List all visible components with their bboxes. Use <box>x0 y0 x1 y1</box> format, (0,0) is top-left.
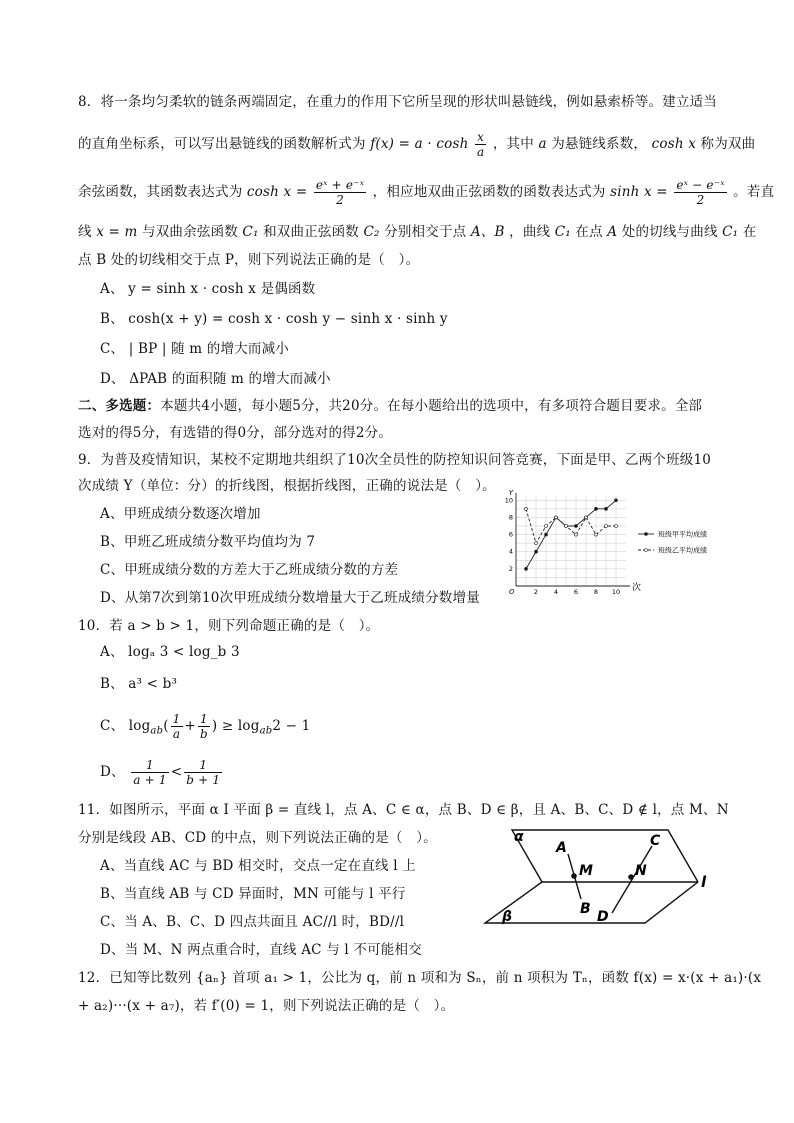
q8-math: C₁ <box>722 224 739 240</box>
alpha-plane <box>512 830 698 882</box>
q9-option-b[interactable]: B、甲班乙班成绩分数平均值均为 7 <box>100 534 316 550</box>
series-yi-point <box>595 533 598 536</box>
q10-optc-paren: ( <box>163 718 169 734</box>
series-yi-point <box>615 525 618 528</box>
section2-title: 二、多选题： <box>78 398 161 414</box>
q8-line-3 <box>78 178 775 207</box>
q11-option-d[interactable]: D、当 M、N 两点重合时，直线 AC 与 l 不可能相交 <box>100 942 422 958</box>
q8-math: sinh x = <box>610 184 668 200</box>
q11-option-b[interactable]: B、当直线 AB 与 CD 异面时，MN 可能与 l 平行 <box>100 886 406 902</box>
q8-text: 在点 <box>575 224 603 240</box>
section2-desc: 本题共4小题，每小题5分，共20分。在每小题给出的选项中，有多项符合题目要求。全部 <box>160 398 703 414</box>
label-a: A <box>556 840 567 856</box>
section2-line-2: 选对的得5分，有选错的得0分，部分选对的得2分。 <box>78 425 393 441</box>
q10-optc-sub2: ab <box>259 725 273 737</box>
frac-numerator: 1 <box>131 758 168 773</box>
q9-option-d[interactable]: D、从第7次到第10次甲班成绩分数增量大于乙班成绩分数增量 <box>100 590 480 606</box>
frac-denominator: b + 1 <box>186 773 221 787</box>
q8-math: a <box>538 136 547 152</box>
q12-line-1: 12．已知等比数列 {aₙ} 首项 a₁ > 1，公比为 q，前 n 项和为 Sₙ，前 n 项积为 Tₙ，函数 f(x) = x·(x + a₁)·(x <box>78 970 762 986</box>
y-tick-label: 10 <box>504 496 513 505</box>
section2-line-1 <box>78 396 728 416</box>
frac-denominator: a + 1 <box>133 773 167 787</box>
q8-math: C₂ <box>363 224 380 240</box>
series-jia-point <box>575 525 578 528</box>
frac-numerator: 1 <box>172 712 181 726</box>
q10-option-b[interactable]: B、 a³ < b³ <box>100 676 178 692</box>
label-n: N <box>635 863 647 879</box>
q8-math: x = m <box>96 224 138 240</box>
series-jia-point <box>535 550 538 553</box>
legend-marker-series-jia <box>645 533 648 536</box>
q8-text: 与双曲余弦函数 <box>142 224 238 240</box>
q8-text: 处的切线与曲线 <box>621 224 718 240</box>
q11-line-2: 分别是线段 AB、CD 的中点，则下列说法正确的是（ ）。 <box>78 830 437 846</box>
q8-catenary-formula: f(x) = a · cosh <box>370 136 469 152</box>
q10-fraction-1-over-b1 <box>184 758 222 787</box>
series-yi-point <box>555 516 558 519</box>
series-yi-point <box>585 516 588 519</box>
beta-plane <box>485 882 698 923</box>
q8-line-2 <box>78 130 756 159</box>
q12-line-2: + a₂)···(x + a₇)，若 f′(0) = 1，则下列说法正确的是（ ）。 <box>78 998 455 1014</box>
x-axis-label: 次 <box>632 583 642 593</box>
origin-label: O <box>509 588 515 596</box>
series-yi-point <box>565 525 568 528</box>
series-yi-point <box>545 525 548 528</box>
point-m <box>571 873 577 879</box>
q10-optc-log: C、 log <box>100 718 151 734</box>
q10-fraction-1-over-b <box>198 712 210 741</box>
q10-optd-label: D、 <box>100 764 125 780</box>
q8-text: 分别相交于点 <box>384 224 467 240</box>
y-tick-label: 2 <box>508 564 513 573</box>
q8-option-d[interactable]: D、 ΔPAB 的面积随 m 的增大而减小 <box>100 371 331 387</box>
frac-denominator: a <box>476 145 485 159</box>
x-tick-label: 10 <box>611 588 621 596</box>
q10-option-a[interactable]: A、 logₐ 3 < log_b 3 <box>100 644 240 660</box>
y-tick-label: 4 <box>508 547 513 556</box>
q8-text: ，相应地双曲正弦函数的函数表达式为 <box>372 184 606 200</box>
q8-math: A、B <box>470 224 505 240</box>
q8-text: 余弦函数，其函数表达式为 <box>78 184 243 200</box>
q8-text: 称为双曲 <box>700 136 756 152</box>
q10-option-c[interactable] <box>100 712 750 742</box>
series-yi-point <box>525 507 528 510</box>
q9-option-a[interactable]: A、甲班成绩分数逐次增加 <box>100 506 261 522</box>
y-tick-label: 8 <box>508 513 513 522</box>
q11-line-1: 11．如图所示，平面 α I 平面 β = 直线 l，点 A、C ∈ α，点 B、D ∈ β，且 A、B、C、D ∉ l，点 M、N <box>78 802 729 818</box>
label-l: l <box>701 873 707 891</box>
q8-text: 在 <box>742 224 757 240</box>
q9-line-2: 次成绩 Y（单位：分）的折线图，根据折线图，正确的说法是（ ）。 <box>78 478 496 494</box>
q8-math: A <box>607 224 618 240</box>
x-tick-label: 6 <box>573 588 579 596</box>
series-yi-point <box>575 533 578 536</box>
q8-option-c[interactable]: C、 | BP | 随 m 的增大而减小 <box>100 341 289 357</box>
q8-fraction-sinh <box>674 178 726 207</box>
q8-text: ，曲线 <box>509 224 551 240</box>
q8-line-5: 点 B 处的切线相交于点 P，则下列说法正确的是（ ）。 <box>78 252 420 268</box>
point-n <box>628 874 634 880</box>
series-jia-point <box>525 567 528 570</box>
series-jia-point <box>595 507 598 510</box>
label-d: D <box>597 909 609 925</box>
q10-optd-lt: < <box>170 764 183 780</box>
q8-option-a[interactable]: A、 y = sinh x · cosh x 是偶函数 <box>100 281 316 297</box>
y-tick-label: 6 <box>508 530 513 539</box>
q8-text: ，其中 <box>492 136 534 152</box>
frac-denominator: 2 <box>696 193 705 207</box>
q8-line-4 <box>78 222 757 242</box>
q8-option-b[interactable]: B、 cosh(x + y) = cosh x · cosh y − sinh x · sinh y <box>100 311 448 327</box>
q10-line-1: 10．若 a > b > 1，则下列命题正确的是（ ）。 <box>78 618 380 634</box>
label-alpha: α <box>514 829 524 845</box>
q10-optc-geq: ) ≥ log <box>211 718 260 734</box>
q10-optc-tail: 2 − 1 <box>272 718 311 734</box>
q8-line-1: 8．将一条均匀柔软的链条两端固定，在重力的作用下它所呈现的形状叫悬链线，例如悬索桥等。建立适当 <box>78 94 717 110</box>
q8-math: cosh x <box>651 136 697 152</box>
label-b: B <box>580 901 591 917</box>
frac-numerator: eˣ − e⁻ˣ <box>676 178 725 192</box>
series-yi-point <box>605 525 608 528</box>
x-tick-label: 4 <box>553 588 559 596</box>
y-axis-label: Y <box>508 490 513 497</box>
frac-denominator: a <box>172 727 181 741</box>
q8-text: 线 <box>78 224 92 240</box>
legend-marker-series-yi <box>645 549 648 552</box>
q11-planes-figure <box>480 825 720 935</box>
label-beta: β <box>502 909 513 925</box>
q9-option-c[interactable]: C、甲班成绩分数的方差大于乙班成绩分数的方差 <box>100 562 399 578</box>
frac-numerator: 1 <box>198 712 210 727</box>
q10-fraction-1-over-a1 <box>131 758 168 787</box>
series-jia-point <box>605 507 608 510</box>
label-c: C <box>650 833 661 849</box>
legend-label-series-yi: 班级乙平均成绩 <box>658 546 707 555</box>
q8-text: 。若直 <box>733 184 775 200</box>
q10-optc-sub: ab <box>150 725 164 737</box>
series-yi-point <box>535 542 538 545</box>
frac-numerator: x <box>475 130 486 145</box>
q9-line-chart <box>502 490 752 602</box>
q8-math: cosh x = <box>246 184 308 200</box>
q10-optc-plus: + <box>184 718 197 734</box>
q8-math: C₁ <box>242 224 259 240</box>
frac-denominator: 2 <box>336 193 344 207</box>
series-jia-point <box>545 533 548 536</box>
q10-option-d[interactable] <box>100 758 750 787</box>
q11-option-a[interactable]: A、当直线 AC 与 BD 相交时，交点一定在直线 l 上 <box>100 858 416 874</box>
q11-option-c[interactable]: C、当 A、B、C、D 四点共面且 AC//l 时，BD//l <box>100 914 405 930</box>
frac-numerator: eˣ + e⁻ˣ <box>315 178 365 192</box>
series-jia-point <box>615 499 618 502</box>
legend-label-series-jia: 班级甲平均成绩 <box>658 530 707 539</box>
label-m: M <box>579 863 593 879</box>
q8-text: 和双曲正弦函数 <box>263 224 359 240</box>
x-tick-label: 8 <box>593 588 599 596</box>
q9-line-1: 9．为普及疫情知识，某校不定期地共组织了10次全员性的防控知识问答竞赛，下面是甲、乙两个班级10 <box>78 452 712 468</box>
frac-denominator: b <box>200 727 208 741</box>
x-tick-label: 2 <box>533 588 539 596</box>
frac-numerator: 1 <box>184 758 222 773</box>
q8-fraction-cosh <box>314 178 366 207</box>
q8-fraction-x-over-a <box>475 130 486 159</box>
q8-math: C₁ <box>554 224 571 240</box>
q10-fraction-1-over-a <box>171 712 183 741</box>
q8-text: 为悬链线系数， <box>551 136 648 152</box>
q8-text: 的直角坐标系，可以写出悬链线的函数解析式为 <box>78 136 366 152</box>
